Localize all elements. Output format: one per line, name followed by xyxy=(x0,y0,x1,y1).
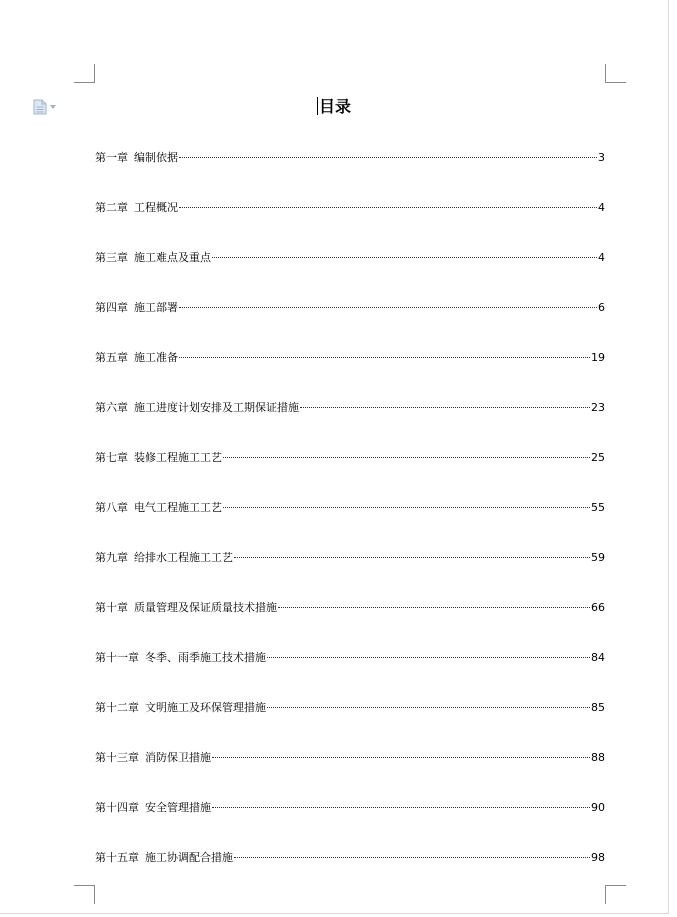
toc-dot-leader xyxy=(234,857,590,858)
toc-page-number: 98 xyxy=(591,851,605,864)
toc-page-number: 4 xyxy=(598,201,605,214)
toc-dot-leader xyxy=(212,757,590,758)
toc-chapter-title: 施工准备 xyxy=(134,351,178,364)
toc-dot-leader xyxy=(212,257,597,258)
toc-entry-label xyxy=(95,396,299,420)
crop-mark-top-left xyxy=(74,64,95,83)
toc-chapter-title: 施工进度计划安排及工期保证措施 xyxy=(134,401,299,414)
toc-dot-leader xyxy=(179,307,597,308)
toc-chapter-number: 第十章 xyxy=(95,601,128,614)
toc-dot-leader xyxy=(223,507,590,508)
toc-entry[interactable] xyxy=(95,146,605,196)
toc-entry[interactable] xyxy=(95,696,605,746)
toc-chapter-number: 第十三章 xyxy=(95,751,139,764)
toc-chapter-number: 第十一章 xyxy=(95,651,139,664)
toc-entry-label xyxy=(95,596,277,620)
toc-dot-leader xyxy=(179,207,597,208)
toc-chapter-number: 第四章 xyxy=(95,301,128,314)
toc-chapter-title: 消防保卫措施 xyxy=(145,751,211,764)
toc-chapter-title: 冬季、雨季施工技术措施 xyxy=(145,651,266,664)
toc-entry[interactable] xyxy=(95,346,605,396)
toc-dot-leader xyxy=(179,357,590,358)
toc-entry-label xyxy=(95,146,178,170)
toc-page-number: 6 xyxy=(598,301,605,314)
toc-entry[interactable] xyxy=(95,646,605,696)
toc-entry[interactable] xyxy=(95,746,605,796)
toc-page-number: 90 xyxy=(591,801,605,814)
table-of-contents xyxy=(95,146,605,896)
title-text: 目录 xyxy=(318,97,351,116)
toc-page-number: 4 xyxy=(598,251,605,264)
toc-page-number: 85 xyxy=(591,701,605,714)
toc-dot-leader xyxy=(300,407,590,408)
toc-page-number: 59 xyxy=(591,551,605,564)
toc-entry[interactable] xyxy=(95,396,605,446)
toc-chapter-title: 施工协调配合措施 xyxy=(145,851,233,864)
toc-entry-label xyxy=(95,196,178,220)
toc-chapter-number: 第七章 xyxy=(95,451,128,464)
toc-chapter-title: 装修工程施工工艺 xyxy=(134,451,222,464)
toc-entry-label xyxy=(95,246,211,270)
toc-entry[interactable] xyxy=(95,446,605,496)
toc-dot-leader xyxy=(267,707,590,708)
toc-chapter-number: 第九章 xyxy=(95,551,128,564)
toc-entry[interactable] xyxy=(95,846,605,896)
toc-page-number: 88 xyxy=(591,751,605,764)
toc-dot-leader xyxy=(234,557,590,558)
crop-mark-top-right xyxy=(605,64,626,83)
toc-entry-label xyxy=(95,496,222,520)
toc-chapter-number: 第一章 xyxy=(95,151,128,164)
toc-chapter-title: 安全管理措施 xyxy=(145,801,211,814)
toc-entry[interactable] xyxy=(95,496,605,546)
toc-chapter-title: 编制依据 xyxy=(134,151,178,164)
toc-entry[interactable] xyxy=(95,796,605,846)
toc-entry[interactable] xyxy=(95,196,605,246)
toc-entry-label xyxy=(95,546,233,570)
toc-dot-leader xyxy=(212,807,590,808)
text-cursor xyxy=(317,97,318,115)
crop-mark-bottom-right xyxy=(605,885,626,904)
toc-chapter-title: 施工难点及重点 xyxy=(134,251,211,264)
toc-chapter-title: 质量管理及保证质量技术措施 xyxy=(134,601,277,614)
toc-page-number: 84 xyxy=(591,651,605,664)
toc-page-number: 19 xyxy=(591,351,605,364)
toc-entry[interactable] xyxy=(95,246,605,296)
toc-entry-label xyxy=(95,446,222,470)
toc-entry-label xyxy=(95,846,233,870)
toc-dot-leader xyxy=(278,607,590,608)
toc-chapter-title: 电气工程施工工艺 xyxy=(134,501,222,514)
toc-chapter-number: 第十四章 xyxy=(95,801,139,814)
toc-dot-leader xyxy=(267,657,590,658)
toc-entry-label xyxy=(95,646,266,670)
toc-chapter-number: 第二章 xyxy=(95,201,128,214)
toc-chapter-number: 第五章 xyxy=(95,351,128,364)
toc-chapter-number: 第六章 xyxy=(95,401,128,414)
toc-chapter-title: 施工部署 xyxy=(134,301,178,314)
toc-chapter-number: 第八章 xyxy=(95,501,128,514)
toc-entry-label xyxy=(95,746,211,770)
toc-chapter-title: 工程概况 xyxy=(134,201,178,214)
toc-page-number: 66 xyxy=(591,601,605,614)
toc-page-number: 55 xyxy=(591,501,605,514)
toc-entry-label xyxy=(95,796,211,820)
toc-entry-label xyxy=(95,696,266,720)
toc-chapter-title: 文明施工及环保管理措施 xyxy=(145,701,266,714)
page-title xyxy=(0,96,668,118)
toc-entry-label xyxy=(95,296,178,320)
toc-entry[interactable] xyxy=(95,596,605,646)
toc-page-number: 25 xyxy=(591,451,605,464)
toc-dot-leader xyxy=(223,457,590,458)
toc-entry[interactable] xyxy=(95,546,605,596)
toc-dot-leader xyxy=(179,157,597,158)
toc-chapter-number: 第三章 xyxy=(95,251,128,264)
toc-page-number: 3 xyxy=(598,151,605,164)
toc-page-number: 23 xyxy=(591,401,605,414)
toc-chapter-title: 给排水工程施工工艺 xyxy=(134,551,233,564)
toc-chapter-number: 第十二章 xyxy=(95,701,139,714)
toc-entry-label xyxy=(95,346,178,370)
toc-chapter-number: 第十五章 xyxy=(95,851,139,864)
crop-mark-bottom-left xyxy=(74,885,95,904)
toc-entry[interactable] xyxy=(95,296,605,346)
